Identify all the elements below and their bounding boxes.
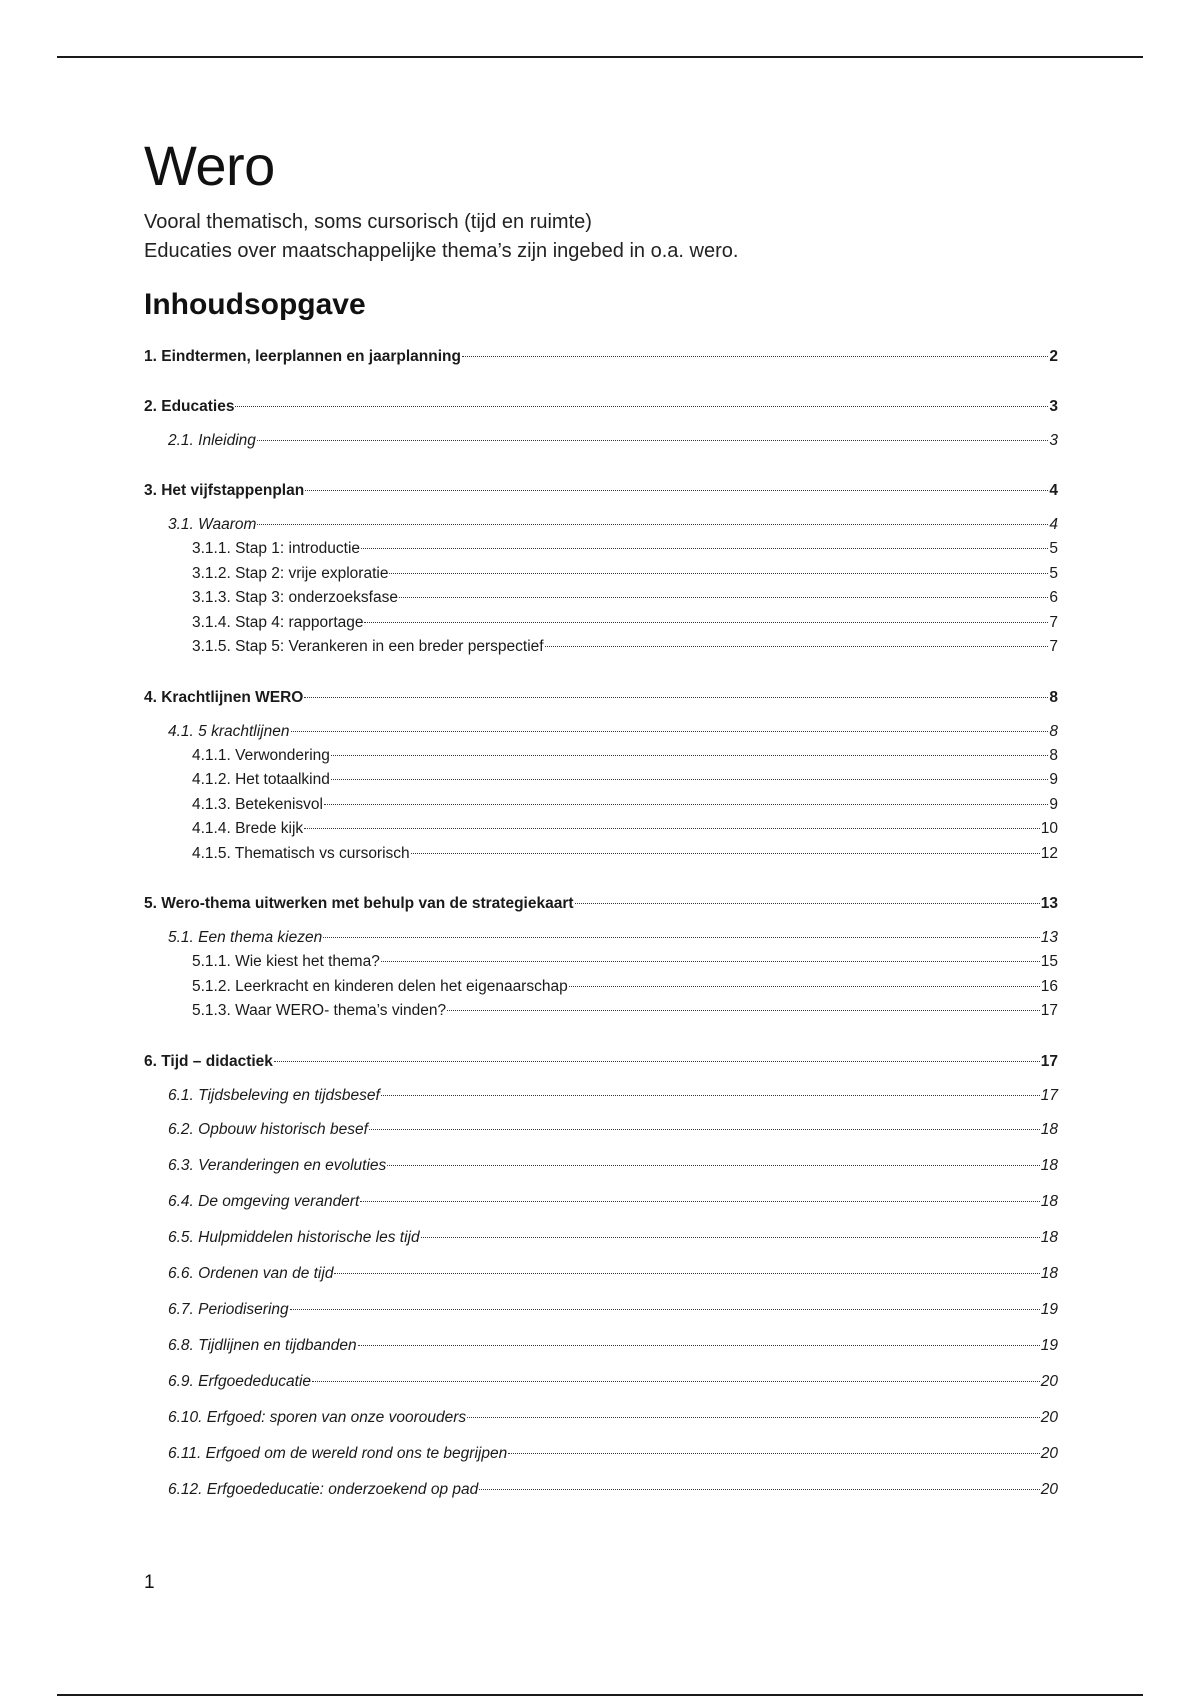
toc-entry-title: 4.1.5. Thematisch vs cursorisch <box>192 844 410 862</box>
toc-entry[interactable] <box>144 638 1058 663</box>
toc-entry-page: 20 <box>1040 1408 1058 1426</box>
toc-entry-page: 20 <box>1040 1480 1058 1498</box>
toc-entry-title: 6.3. Veranderingen en evoluties <box>168 1156 387 1174</box>
toc-entry-page: 10 <box>1040 820 1058 837</box>
toc-entry-page: 3 <box>1049 398 1058 415</box>
toc-entry-title: 6.11. Erfgoed om de wereld rond ons te begrijpen <box>168 1444 508 1462</box>
toc-entry[interactable] <box>144 1193 1058 1219</box>
toc-entry-title: 2. Educaties <box>144 398 235 415</box>
toc-entry-title: 3. Het vijfstappenplan <box>144 482 305 499</box>
toc-leader-dots <box>467 1417 1040 1418</box>
toc-entry[interactable] <box>144 723 1058 747</box>
toc-entry[interactable] <box>144 1002 1058 1027</box>
toc-entry-page: 5 <box>1049 540 1058 557</box>
toc-leader-dots <box>387 1165 1039 1166</box>
toc-leader-dots <box>304 828 1040 829</box>
toc-entry-page: 18 <box>1040 1120 1058 1138</box>
toc-leader-dots <box>411 853 1040 854</box>
toc-leader-dots <box>305 490 1048 491</box>
subtitle-line: Vooral thematisch, soms cursorisch (tijd en ruimte) <box>144 211 592 233</box>
toc-entry-page: 20 <box>1040 1444 1058 1462</box>
toc-leader-dots <box>257 440 1048 441</box>
toc-entry-title: 3.1. Waarom <box>168 516 257 533</box>
toc-heading: Inhoudsopgave <box>144 288 366 321</box>
toc-leader-dots <box>331 755 1049 756</box>
toc-entry-page: 18 <box>1040 1192 1058 1210</box>
toc-leader-dots <box>399 597 1048 598</box>
toc-leader-dots <box>381 1095 1040 1096</box>
toc-entry-title: 5.1.2. Leerkracht en kinderen delen het eigenaarschap <box>192 977 568 995</box>
subtitle-line: Educaties over maatschappelijke thema’s zijn ingebed in o.a. wero. <box>144 240 739 262</box>
toc-entry[interactable] <box>144 845 1058 870</box>
toc-leader-dots <box>257 524 1048 525</box>
toc-entry[interactable] <box>144 398 1058 422</box>
toc-leader-dots <box>334 1273 1039 1274</box>
toc-entry[interactable] <box>144 1121 1058 1147</box>
toc-entry-page: 5 <box>1049 564 1058 582</box>
toc-entry[interactable] <box>144 820 1058 845</box>
toc-entry-title: 3.1.5. Stap 5: Verankeren in een breder perspectief <box>192 638 544 655</box>
toc-entry-page: 17 <box>1040 1002 1058 1019</box>
toc-entry-title: 2.1. Inleiding <box>168 432 256 449</box>
toc-entry-title: 4.1. 5 krachtlijnen <box>168 722 290 740</box>
toc-entry[interactable] <box>144 516 1058 540</box>
toc-entry-page: 18 <box>1040 1228 1058 1246</box>
toc-entry[interactable] <box>144 689 1058 713</box>
toc-leader-dots <box>369 1129 1040 1130</box>
toc-entry-title: 4.1.4. Brede kijk <box>192 820 304 837</box>
toc-leader-dots <box>312 1381 1040 1382</box>
toc-leader-dots <box>360 1201 1039 1202</box>
toc-entry-page: 8 <box>1049 688 1058 706</box>
toc-entry-title: 3.1.4. Stap 4: rapportage <box>192 613 364 631</box>
toc-leader-dots <box>569 986 1040 987</box>
toc-entry[interactable] <box>144 1087 1058 1111</box>
toc-entry-page: 18 <box>1040 1264 1058 1282</box>
toc-entry-page: 9 <box>1049 771 1058 788</box>
toc-entry-page: 16 <box>1040 977 1058 995</box>
toc-entry-page: 18 <box>1040 1156 1058 1174</box>
toc-entry-title: 6.8. Tijdlijnen en tijdbanden <box>168 1336 357 1354</box>
toc-entry-page: 4 <box>1049 482 1058 499</box>
toc-entry-title: 6.5. Hulpmiddelen historische les tijd <box>168 1228 420 1246</box>
toc-leader-dots <box>324 804 1048 805</box>
toc-entry[interactable] <box>144 1157 1058 1183</box>
toc-entry[interactable] <box>144 1053 1058 1077</box>
toc-entry-page: 9 <box>1049 795 1058 813</box>
toc-leader-dots <box>291 731 1049 732</box>
toc-entry-title: 5.1.1. Wie kiest het thema? <box>192 953 380 970</box>
document-title: Wero <box>144 134 275 197</box>
toc-leader-dots <box>235 406 1048 407</box>
toc-leader-dots <box>364 622 1048 623</box>
toc-entry-page: 7 <box>1049 638 1058 655</box>
toc-entry[interactable] <box>144 1481 1058 1507</box>
toc-entry[interactable] <box>144 895 1058 919</box>
toc-entry-title: 3.1.2. Stap 2: vrije exploratie <box>192 564 389 582</box>
toc-entry[interactable] <box>144 614 1058 639</box>
toc-leader-dots <box>508 1453 1040 1454</box>
toc-entry-title: 4.1.3. Betekenisvol <box>192 795 323 813</box>
toc-leader-dots <box>358 1345 1040 1346</box>
toc-leader-dots <box>381 961 1040 962</box>
header-rule <box>57 56 1143 58</box>
toc-entry-page: 6 <box>1049 589 1058 606</box>
toc-entry-page: 7 <box>1049 613 1058 631</box>
toc-entry-page: 19 <box>1040 1300 1058 1318</box>
toc-entry-page: 8 <box>1049 746 1058 764</box>
toc-entry[interactable] <box>144 929 1058 953</box>
toc-entry-page: 2 <box>1049 348 1058 365</box>
toc-entry-title: 6.10. Erfgoed: sporen van onze voorouders <box>168 1408 467 1426</box>
page-number: 1 <box>144 1572 155 1593</box>
toc-leader-dots <box>331 779 1049 780</box>
toc-entry[interactable] <box>144 771 1058 796</box>
toc-entry-page: 20 <box>1040 1372 1058 1390</box>
footer-rule <box>57 1694 1143 1696</box>
toc-entry-title: 3.1.1. Stap 1: introductie <box>192 540 361 557</box>
toc-entry[interactable] <box>144 1409 1058 1435</box>
toc-entry[interactable] <box>144 482 1058 506</box>
toc-entry-page: 17 <box>1040 1086 1058 1104</box>
toc-leader-dots <box>361 548 1048 549</box>
toc-leader-dots <box>447 1010 1040 1011</box>
toc-entry-page: 13 <box>1040 929 1058 946</box>
toc-entry[interactable] <box>144 565 1058 590</box>
toc-entry-title: 4. Krachtlijnen WERO <box>144 688 304 706</box>
toc-entry[interactable] <box>144 796 1058 821</box>
toc-entry-title: 6.6. Ordenen van de tijd <box>168 1264 334 1282</box>
toc-entry-page: 12 <box>1040 844 1058 862</box>
toc-entry[interactable] <box>144 432 1058 456</box>
toc-entry[interactable] <box>144 589 1058 614</box>
toc-entry-page: 19 <box>1040 1336 1058 1354</box>
toc-entry-title: 3.1.3. Stap 3: onderzoeksfase <box>192 589 398 606</box>
toc-entry-title: 6.4. De omgeving verandert <box>168 1192 360 1210</box>
toc-entry-title: 4.1.2. Het totaalkind <box>192 771 330 788</box>
toc-entry-page: 3 <box>1049 432 1058 449</box>
toc-entry-title: 4.1.1. Verwondering <box>192 746 330 764</box>
toc-entry-title: 6. Tijd – didactiek <box>144 1052 273 1070</box>
toc-entry[interactable] <box>144 540 1058 565</box>
document-page <box>144 134 1058 1507</box>
toc-leader-dots <box>290 1309 1040 1310</box>
toc-entry[interactable] <box>144 1337 1058 1363</box>
toc-leader-dots <box>462 356 1048 357</box>
toc-entry[interactable] <box>144 978 1058 1003</box>
toc-entry-title: 6.7. Periodisering <box>168 1300 289 1318</box>
toc-entry[interactable] <box>144 1301 1058 1327</box>
toc-entry[interactable] <box>144 348 1058 372</box>
toc-leader-dots <box>545 646 1049 647</box>
toc-entry-page: 17 <box>1040 1052 1058 1070</box>
toc-entry[interactable] <box>144 747 1058 772</box>
toc-entry[interactable] <box>144 1229 1058 1255</box>
toc-entry-page: 8 <box>1049 722 1058 740</box>
toc-entry-title: 5.1.3. Waar WERO- thema’s vinden? <box>192 1002 447 1019</box>
toc-leader-dots <box>274 1061 1040 1062</box>
toc-leader-dots <box>304 697 1048 698</box>
toc-entry-title: 6.12. Erfgoededucatie: onderzoekend op pad <box>168 1480 479 1498</box>
toc-leader-dots <box>323 937 1040 938</box>
toc-entry-title: 5.1. Een thema kiezen <box>168 929 323 946</box>
toc-entry[interactable] <box>144 1265 1058 1291</box>
toc-entry-page: 15 <box>1040 953 1058 970</box>
toc-leader-dots <box>479 1489 1040 1490</box>
table-of-contents <box>144 348 1058 1507</box>
toc-entry-title: 5. Wero-thema uitwerken met behulp van de strategiekaart <box>144 895 574 912</box>
toc-entry[interactable] <box>144 953 1058 978</box>
toc-entry-title: 6.9. Erfgoededucatie <box>168 1372 312 1390</box>
toc-leader-dots <box>389 573 1048 574</box>
toc-entry-title: 6.2. Opbouw historisch besef <box>168 1120 368 1138</box>
toc-leader-dots <box>421 1237 1040 1238</box>
toc-entry-page: 4 <box>1049 516 1058 533</box>
toc-entry-title: 6.1. Tijdsbeleving en tijdsbesef <box>168 1086 380 1104</box>
toc-entry[interactable] <box>144 1445 1058 1471</box>
toc-leader-dots <box>575 903 1040 904</box>
toc-entry-title: 1. Eindtermen, leerplannen en jaarplanning <box>144 348 461 365</box>
toc-entry[interactable] <box>144 1373 1058 1399</box>
toc-entry-page: 13 <box>1040 895 1058 912</box>
